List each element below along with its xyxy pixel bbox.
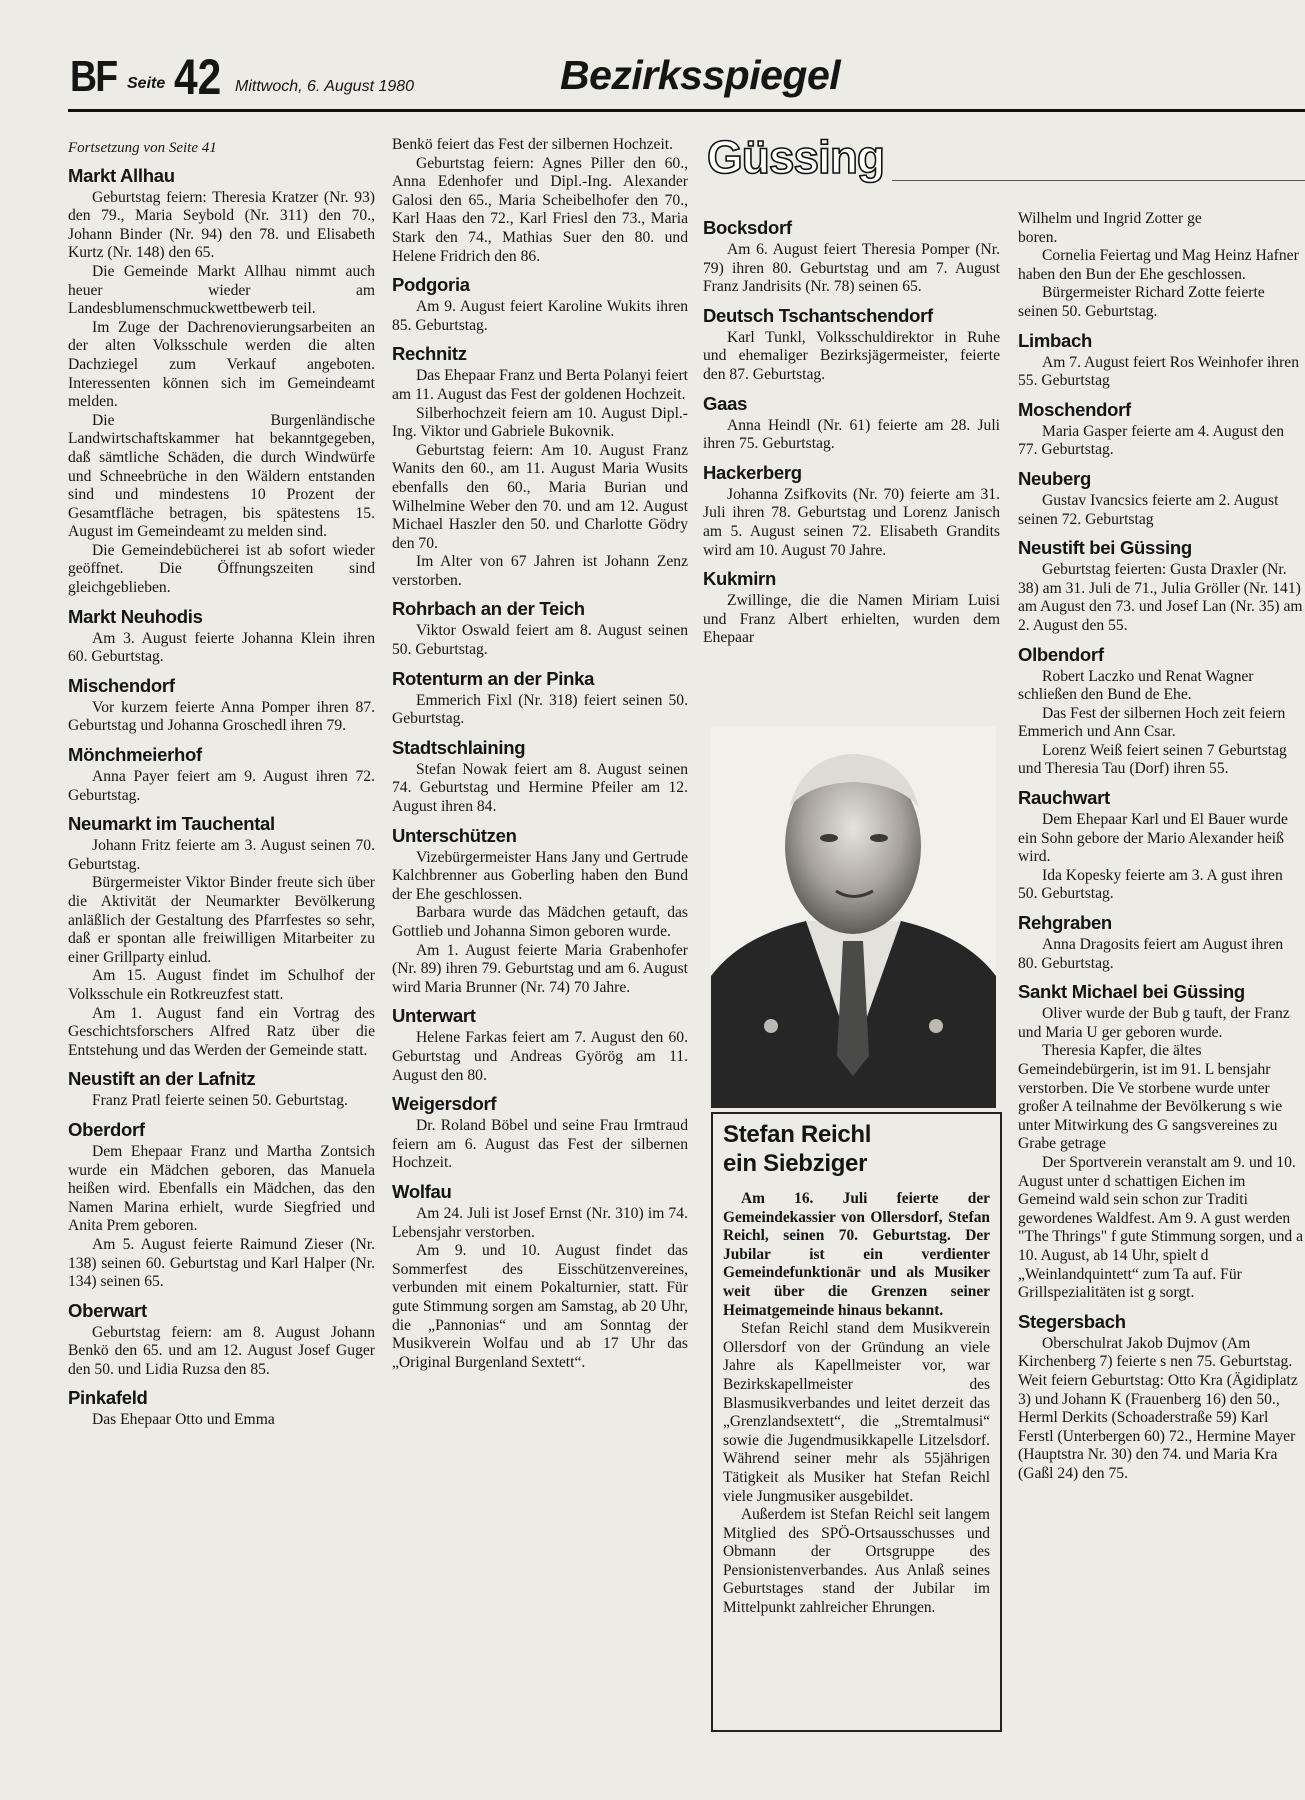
paragraph: Theresia Kapfer, die ältes Gemeindebürgerin, ist im 91. L bensjahr verstorben. Die Ve storbene wurde unter großer A teilnahme der Bevölkerung s wie unter Mitwirkung des G sangsvereines zu Grabe getrage [1018, 1042, 1283, 1153]
paragraph: Maria Gasper feierte am 4. August den 77. Geburtstag. [1018, 422, 1285, 459]
paragraph: Am 7. August feiert Ros Weinhofer ihren 55. Geburtstag [1018, 353, 1300, 390]
heading-deutsch-tschantschendorf: Deutsch Tschantschendorf [703, 304, 933, 326]
paragraph: Anna Payer feiert am 9. August ihren 72. Geburtstag. [68, 768, 375, 804]
heading-weigersdorf: Weigersdorf [392, 1093, 497, 1115]
heading-neumarkt: Neumarkt im Tauchental [68, 813, 275, 835]
district-kicker: Güssing [707, 131, 885, 183]
heading-oberwart: Oberwart [68, 1299, 147, 1321]
heading-moschendorf: Moschendorf [1018, 398, 1131, 420]
paragraph: Emmerich Fixl (Nr. 318) feiert seinen 50. Geburtstag. [392, 691, 688, 728]
paragraph: Wilhelm und Ingrid Zotter ge [1018, 210, 1202, 227]
paragraph: Dem Ehepaar Franz und Martha Zontsich wurde ein Mädchen geboren, das Manuela heißen wird. Ebenfalls ein Mädchen, das den Namen Marina erhielt, wurde Siegfried und Anita Prem geboren. [68, 1142, 375, 1235]
heading-neustift-guessing: Neustift bei Güssing [1018, 537, 1192, 559]
paragraph: Viktor Oswald feiert am 8. August seinen 50. Geburtstag. [392, 622, 688, 659]
paragraph: Dem Ehepaar Karl und El Bauer wurde ein Sohn gebore der Mario Alexander heiß wird. [1018, 811, 1288, 866]
paragraph: Am 5. August feierte Raimund Zieser (Nr. 138) seinen 60. Geburtstag und Karl Halper (Nr. 134) seinen 65. [68, 1235, 375, 1291]
paragraph: Bürgermeister Richard Zotte feierte seinen 50. Geburtstag. [1018, 284, 1265, 320]
heading-rohrbach: Rohrbach an der Teich [392, 598, 585, 620]
paragraph: Das Ehepaar Franz und Berta Polanyi feiert am 11. August das Fest der goldenen Hochzeit. [392, 367, 688, 403]
column-4 [1018, 210, 1305, 1483]
paragraph: Außerdem ist Stefan Reichl seit langem Mitglied des SPÖ-Ortsausschusses und Obmann der Ortsgruppe des Pensionistenverbandes. Aus Anlaß seines Geburtstages stand der Jubilar im Mittelpunkt zahlreicher Ehrungen. [723, 1506, 990, 1617]
feature-headline-line-1: Stefan Reichl [723, 1121, 872, 1148]
paragraph: Stefan Nowak feiert am 8. August seinen 74. Geburtstag und Hermine Pfeiler am 12. August ihren 84. [392, 760, 688, 816]
paragraph: Benkö feiert das Fest der silbernen Hochzeit. [392, 136, 674, 153]
portrait-photo [711, 726, 996, 1108]
paragraph: Ida Kopesky feierte am 3. A gust ihren 50. Geburtstag. [1018, 866, 1283, 903]
paragraph: Geburtstag feiern: Am 10. August Franz Wanits den 60., am 11. August Maria Wusits ebenfalls den 60., Maria Burian und Wilhelmine Weber den 70. und am 12. August Michael Haszler den 50. und Charlotte Gödry den 70. [392, 441, 688, 552]
heading-rauchwart: Rauchwart [1018, 787, 1110, 809]
paragraph: Oliver wurde der Bub g tauft, der Franz und Maria U ger geboren wurde. [1018, 1005, 1290, 1041]
paragraph: Barbara wurde das Mädchen getauft, das Gottlieb und Johanna Simon geboren wurde. [392, 904, 688, 940]
paragraph: Franz Pratl feierte seinen 50. Geburtstag. [92, 1092, 348, 1110]
paragraph: Am 24. Juli ist Josef Ernst (Nr. 310) im 74. Lebensjahr verstorben. [392, 1204, 688, 1241]
heading-olbendorf: Olbendorf [1018, 643, 1104, 665]
paragraph: Johanna Zsifkovits (Nr. 70) feierte am 31. Juli ihren 78. Geburtstag und Lorenz Janisch am 5. August seinen 72. Elisabeth Grandits wird am 10. August 70 Jahre. [703, 485, 1000, 559]
heading-podgoria: Podgoria [392, 274, 470, 296]
heading-hackerberg: Hackerberg [703, 461, 802, 483]
paragraph: Am 9. und 10. August findet das Sommerfest des Eisschützenvereines, verbunden mit einem Pokalturnier, statt. Für gute Stimmung sorgen am Samstag, ab 20 Uhr, die „Pannonias“ und am Sonntag der Musikverein Wolfau und ab 17 Uhr das „Original Burgenland Sextett“. [392, 1242, 688, 1371]
heading-unterwart: Unterwart [392, 1005, 476, 1027]
paragraph: Geburtstag feiern: Agnes Piller den 60., Anna Edenhofer und Dipl.-Ing. Alexander Galosi den 65., Maria Scheibelhofer den 70., Karl Haas den 72., Karl Friesl den 73., Maria Stark den 74., Mathias Suer den 80. und Helene Fridrich den 86. [392, 154, 688, 265]
heading-mischendorf: Mischendorf [68, 674, 175, 696]
heading-rechnitz: Rechnitz [392, 343, 467, 365]
paragraph: Helene Farkas feiert am 7. August den 60. Geburtstag und Andreas Györög am 11. August den 80. [392, 1029, 688, 1084]
kicker-rule [892, 180, 1305, 181]
heading-oberdorf: Oberdorf [68, 1118, 145, 1140]
heading-neuberg: Neuberg [1018, 467, 1091, 489]
masthead [70, 49, 1305, 112]
paragraph: Am 6. August feiert Theresia Pomper (Nr. 79) ihren 80. Geburtstag und am 7. August Franz Jandrisits (Nr. 78) seinen 65. [703, 241, 1000, 296]
heading-markt-allhau: Markt Allhau [68, 164, 175, 186]
page-number: 42 [174, 49, 222, 105]
column-2 [392, 136, 688, 1372]
paragraph: Stefan Reichl stand dem Musikverein Ollersdorf von der Gründung an viele Jahre als Kapellmeister vor, war Bezirkskapellmeister des Blasmusikverbandes und leitet derzeit das „Grenzlandsextett“, die „Stremtalmusi“ sowie die Jugendmusikkapelle Litzelsdorf. Während seiner mehr als 55jährigen Tätigkeit als Musiker hat Stefan Reichl viele Jungmusiker ausgebildet. [723, 1320, 990, 1505]
paragraph: Am 9. August feiert Karoline Wukits ihren 85. Geburtstag. [392, 298, 688, 334]
paragraph: Im Alter von 67 Jahren ist Johann Zenz verstorben. [392, 553, 688, 589]
paragraph: Geburtstag feiern: am 8. August Johann Benkö den 65. und am 12. August Josef Guger den 50. und Lidia Ruzsa den 85. [68, 1323, 375, 1378]
feature-lead: Am 16. Juli feierte der Gemeindekassier von Ollersdorf, Stefan Reichl, seinen 70. Geburtstag. Der Jubilar ist ein verdienter Gemeindefunktionär und als Musiker weit über die Grenzen seiner Heimatgemeinde hinaus bekannt. [723, 1190, 990, 1319]
paragraph: Cornelia Feiertag und Mag Heinz Hafner haben den Bun der Ehe geschlossen. [1018, 247, 1299, 283]
heading-neustift-lafnitz: Neustift an der Lafnitz [68, 1068, 256, 1090]
heading-kukmirn: Kukmirn [703, 568, 776, 590]
paragraph: boren. [1018, 228, 1058, 246]
paragraph: Karl Tunkl, Volksschuldirektor in Ruhe und ehemaliger Bezirksjägermeister, feierte den 87. Geburtstag. [703, 328, 1000, 383]
paragraph: Zwillinge, die die Namen Miriam Luisi und Franz Albert erhielten, wurden dem Ehepaar [703, 592, 1000, 647]
paragraph: Geburtstag feiern: Theresia Kratzer (Nr. 93) den 79., Maria Seybold (Nr. 311) den 70., Johann Binder (Nr. 94) den 78. und Elisabeth Kurtz (Nr. 148) den 65. [68, 188, 375, 262]
paragraph: Im Zuge der Dachrenovierungsarbeiten an der alten Volksschule werden die alten Dachziegel zum Verkauf angeboten. Interessenten können sich im Gemeindeamt melden. [68, 318, 375, 411]
heading-bocksdorf: Bocksdorf [703, 217, 792, 238]
paragraph: Am 1. August fand ein Vortrag des Geschichtsforschers Alfred Ratz über die Entstehung und das Werden der Gemeinde statt. [68, 1004, 375, 1059]
paragraph: Die Gemeinde Markt Allhau nimmt auch heuer wieder am Landesblumenschmuckwettbewerb teil. [68, 262, 375, 318]
paragraph: Der Sportverein veranstalt am 9. und 10. August unter d schattigen Eichen im Gemeind wald sein schon zur Traditi gewordenes Waldfest. Am 9. A gust werden "The Thrings" f gute Stimmung sorgen, und a 10. August, ab 14 Uhr, spielt d „Weinlandquintett“ zum Ta auf. Für Grillspezialitäten ist g sorgt. [1018, 1153, 1304, 1302]
paragraph: Am 15. August findet im Schulhof der Volksschule ein Rotkreuzfest statt. [68, 967, 375, 1003]
paragraph: Vizebürgermeister Hans Jany und Gertrude Kalchbrenner aus Goberling haben den Bund der Ehe geschlossen. [392, 848, 688, 903]
paragraph: Bürgermeister Viktor Binder freute sich über die Aktivität der Neumarkter Bevölkerung anläßlich der Gestaltung des Pfarrfestes so sehr, daß er spontan alle freiwilligen Mitarbeiter zu einer Grillparty einlud. [68, 874, 375, 966]
heading-markt-neuhodis: Markt Neuhodis [68, 605, 203, 627]
heading-stegersbach: Stegersbach [1018, 1310, 1126, 1332]
column-1 [68, 139, 375, 1430]
paragraph: Am 1. August feierte Maria Grabenhofer (Nr. 89) ihren 79. Geburtstag und am 6. August wird Maria Brunner (Nr. 74) 70 Jahre. [392, 941, 688, 996]
heading-pinkafeld: Pinkafeld [68, 1387, 148, 1409]
paragraph: Lorenz Weiß feiert seinen 7 Geburtstag und Theresia Tau (Dorf) ihren 55. [1018, 741, 1287, 778]
heading-wolfau: Wolfau [392, 1180, 452, 1202]
paragraph: Am 3. August feierte Johanna Klein ihren 60. Geburtstag. [68, 629, 375, 666]
paragraph: Geburtstag feierten: Gusta Draxler (Nr. 38) am 31. Juli de 71., Julia Gröller (Nr. 141) am August den 73. und Josef Lan (Nr. 35) am 2. August den 55. [1018, 561, 1303, 634]
paragraph: Anna Heindl (Nr. 61) feierte am 28. Juli ihren 75. Geburtstag. [703, 416, 1000, 453]
paragraph: Dr. Roland Böbel und seine Frau Irmtraud feiern am 6. August das Fest der silbernen Hochzeit. [392, 1117, 688, 1172]
section-title: Bezirksspiegel [560, 52, 841, 98]
feature-headline-line-2: ein Siebziger [723, 1150, 868, 1177]
page-label: Seite [127, 75, 166, 92]
paragraph: Die Gemeindebücherei ist ab sofort wieder geöffnet. Die Öffnungszeiten sind gleichgeblieben. [68, 541, 375, 597]
heading-rotenturm: Rotenturm an der Pinka [392, 667, 595, 689]
heading-rehgraben: Rehgraben [1018, 912, 1112, 934]
feature-headline [723, 1120, 990, 1178]
paragraph: Robert Laczko und Renat Wagner schließen den Bund de Ehe. [1018, 667, 1254, 704]
paragraph: Das Ehepaar Otto und Emma [92, 1411, 275, 1429]
paragraph: Oberschulrat Jakob Dujmov (Am Kirchenberg 7) feierte s nen 75. Geburtstag. Weit feiern Geburtstag: Otto Kra (Ägidiplatz 3) und Johann K (Frauenberg 16) den 50., Herml Derkits (Schoaderstraße 59) Karl Ferstl (Unterbergen 60) 72., Hermine Mayer (Hauptstra Nr. 30) den 74. und Maria Kra (Gaßl 24) den 75. [1018, 1334, 1298, 1482]
header-rule [68, 109, 1305, 112]
heading-moenchmeierhof: Mönchmeierhof [68, 744, 202, 766]
paragraph: Anna Dragosits feiert am August ihren 80. Geburtstag. [1018, 936, 1284, 972]
issue-date: Mittwoch, 6. August 1980 [235, 78, 415, 95]
heading-sankt-michael: Sankt Michael bei Güssing [1018, 981, 1245, 1003]
continuation-note: Fortsetzung von Seite 41 [68, 140, 217, 156]
heading-stadtschlaining: Stadtschlaining [392, 736, 526, 758]
paragraph: Das Fest der silbernen Hoch zeit feiern Emmerich und Ann Csar. [1018, 704, 1286, 741]
paragraph: Gustav Ivancsics feierte am 2. August seinen 72. Geburtstag [1018, 491, 1279, 528]
paragraph: Vor kurzem feierte Anna Pomper ihren 87. Geburtstag und Johanna Groschedl ihren 79. [68, 698, 375, 735]
heading-limbach: Limbach [1018, 329, 1092, 351]
paper-logo: BF [70, 52, 117, 101]
feature-box [711, 1112, 1002, 1732]
column-3 [703, 216, 1000, 648]
heading-unterschuetzen: Unterschützen [392, 824, 517, 846]
paragraph: Johann Fritz feierte am 3. August seinen 70. Geburtstag. [68, 837, 375, 873]
heading-gaas: Gaas [703, 392, 748, 414]
paragraph: Silberhochzeit feiern am 10. August Dipl.-Ing. Viktor und Gabriele Bukovnik. [392, 404, 688, 441]
paragraph: Die Burgenländische Landwirtschaftskammer hat bekanntgegeben, daß sämtliche Schäden, die durch Windwürfe und Schneebrüche in den Wäldern entstanden sind und mindestens 10 Prozent der Gesamtfläche betragen, bis spätestens 15. August im Gemeindeamt zu melden sind. [68, 411, 375, 541]
